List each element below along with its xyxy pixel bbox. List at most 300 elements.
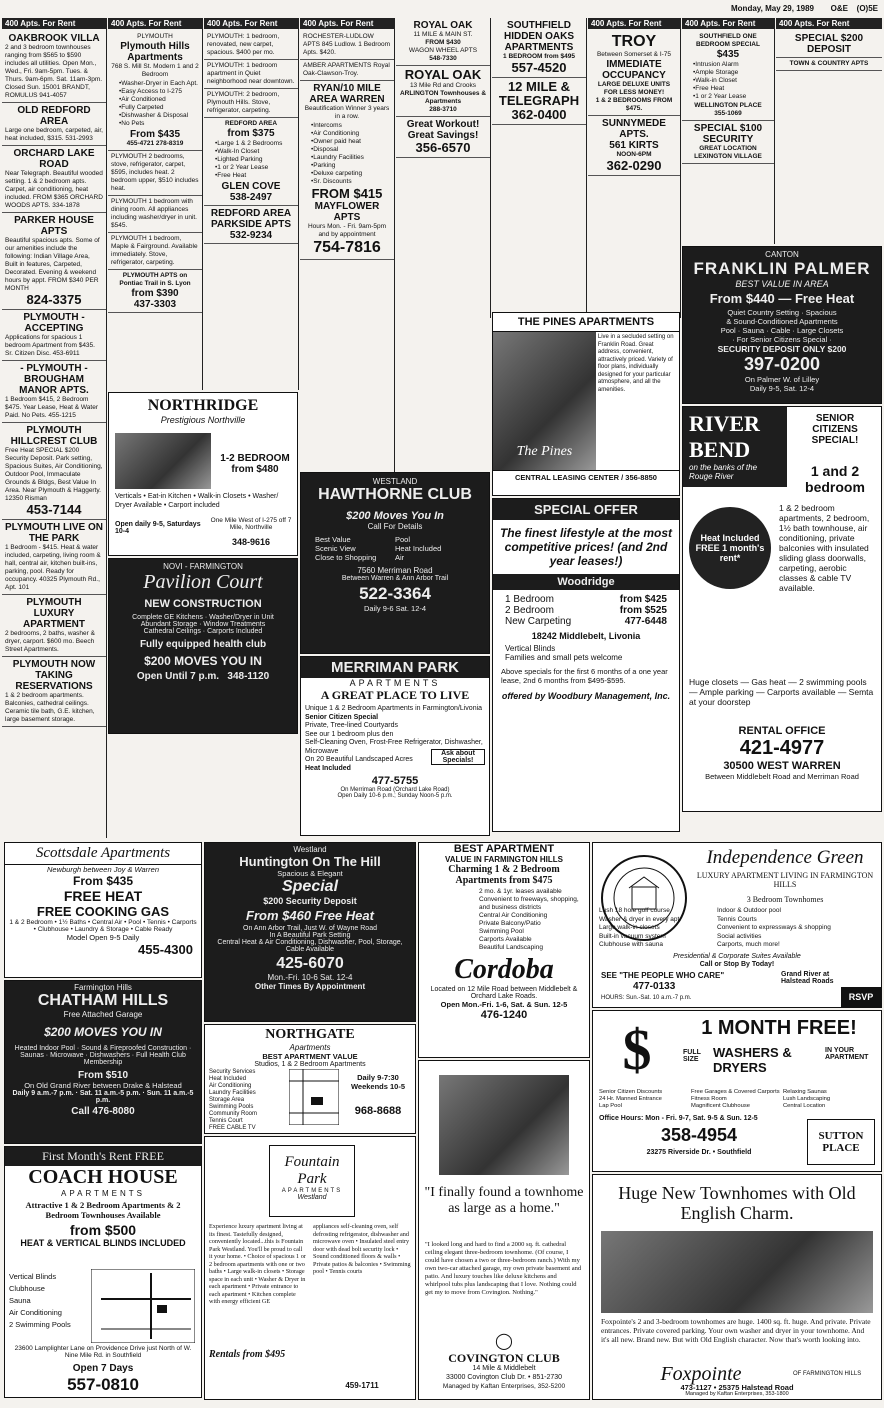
ad-sub: 11 MILE & MAIN ST. <box>413 31 473 38</box>
small-ad: PLYMOUTH 2 bedrooms, stove, refrigerator, carpet, $595, includes heat. 2 bedroom upper, $510 includes heat. <box>108 151 202 196</box>
chatham-hills-ad <box>4 980 202 1144</box>
rental-office <box>683 725 881 781</box>
ad-feature: Cathedral Ceilings · Carports Included <box>143 628 263 635</box>
ad-hours: Open Mon.-Fri. 1-6, Sat. & Sun. 12-5 <box>440 1000 568 1009</box>
feature: See our 1 bedroom plus den <box>305 730 394 738</box>
ad-title: SPECIAL $100 SECURITY <box>693 123 763 145</box>
ad-name: PLYMOUTH APTS on Pontiac Trail in S. Lyon <box>119 272 191 287</box>
feature: Vertical Blinds <box>505 644 556 653</box>
ad-phone: 355-1069 <box>714 110 742 117</box>
river-bend-ad <box>682 406 882 812</box>
ad-address: On Ann Arbor Trail, Just W. of Wayne Road <box>243 925 377 932</box>
feature: Private Balcony/Patio <box>479 920 541 927</box>
feature: Central Air Conditioning <box>479 912 548 919</box>
column-9 <box>776 18 882 244</box>
unit-type: 2 Bedroom <box>505 605 554 616</box>
feature: Unique 1 & 2 Bedroom Apartments in Farmington/Livonia <box>305 705 483 712</box>
ad-price: 1-2 BEDROOM from $480 <box>220 453 290 475</box>
lexington-ad <box>682 121 774 164</box>
feature: • Parking <box>311 162 391 170</box>
classified-ad <box>2 361 106 423</box>
feature: Washer & dryer in every apt. <box>599 915 682 923</box>
feature: Clubhouse with sauna <box>599 941 663 948</box>
small-ad: PLYMOUTH: 1 bedroom apartment in Quiet neighborhood near downtown. <box>204 60 298 89</box>
feature-list <box>215 140 295 180</box>
ad-phone: 557-4520 <box>511 60 567 75</box>
ad-move-in: $200 Moves You In <box>346 510 444 522</box>
feature: Tennis Court <box>209 1118 243 1124</box>
feature: Lush 18 hole golf course <box>599 907 670 914</box>
ad-studio: Studios, 1 & 2 Bedroom Apartments <box>254 1061 366 1068</box>
bedroom-count: 1 and 2 bedroom <box>805 463 865 495</box>
ad-price: $435 <box>716 49 740 60</box>
feature-list <box>311 122 391 186</box>
ad-feature: Complete GE Kitchens · Washer/Dryer in Unit <box>132 614 274 621</box>
ad-phone: 548-7330 <box>429 55 457 62</box>
pines-photo-caption: The Pines <box>516 444 573 459</box>
pines-photo <box>493 332 596 470</box>
feature: Self-Cleaning Oven, Frost-Free Refrigerator, Dishwasher, Microwave <box>305 739 483 755</box>
ad-name: Scottsdale Apartments <box>5 843 201 865</box>
ad-model: Model Open 9-5 Daily <box>66 933 140 942</box>
feature: Pool <box>395 535 411 544</box>
ad-sub: 13 Mile Rd and Crooks <box>409 82 477 89</box>
ad-phone: 824-3375 <box>26 292 82 307</box>
ad-full: FULL SIZE <box>683 1049 701 1063</box>
ad-name: NORTHRIDGE <box>147 397 259 414</box>
ad-price: From $435 <box>72 874 134 888</box>
ad-feature: & Sound-Conditioned Apartments <box>726 317 838 326</box>
ad-charm: Charming 1 & 2 Bedroom <box>448 864 560 875</box>
ad-price: from $500 <box>69 1222 137 1238</box>
ad-body: appliances self-cleaning oven, self defrosting refrigerator, dishwasher and microwave oven • Insulated steel entry door with dead bolt security lock • Sound conditioned floors & walls • Private patios & balconies • Swimming pool • Tennis courts <box>313 1223 411 1275</box>
column-header: 400 Apts. For Rent <box>682 18 774 29</box>
feature-list <box>693 61 771 101</box>
masthead <box>0 0 884 16</box>
feature-list <box>209 1069 285 1132</box>
feature: Vertical Blinds <box>9 1272 57 1281</box>
ad-phone: 362-0400 <box>511 107 567 122</box>
scottsdale-ad <box>4 842 202 978</box>
ad-name: PARKSIDE APTS <box>210 219 291 230</box>
ad-body: 1 Bedroom $415, 2 Bedroom $475. Year Lease, Heat & Water Paid. No Pets. 455-1215 <box>5 396 98 419</box>
ad-phone: 968-8688 <box>354 1105 402 1117</box>
ad-price: Apartments from $475 <box>455 875 553 886</box>
ad-hours: Daily 9 a.m.-7 p.m. · Sat. 11 a.m.-5 p.m. · Sun. 11 a.m.-5 p.m. <box>12 1090 194 1104</box>
ad-free-gas: FREE COOKING GAS <box>36 904 170 919</box>
ad-name: SUNNYMEDE APTS. <box>602 118 666 140</box>
ad-in-apartment: IN YOUR APARTMENT <box>825 1047 869 1061</box>
plymouth-hills-ad <box>108 31 202 151</box>
ad-price: FROM $430 <box>425 39 461 46</box>
feature-list <box>419 886 589 954</box>
foxpointe-ad <box>592 1174 882 1400</box>
ad-location: One Mile West of I-275 off 7 Mile, Northville <box>210 517 292 531</box>
ad-feature: Quiet Country Setting · Spacious <box>727 308 837 317</box>
ad-body: "I looked long and hard to find a 2000 sq. ft. cathedral ceiling elegant three-bedroom townhome. (Of course, I could have chosen a two or three-bedroom ranch.) With my own two-car attached garage, my own private basement and patio. And luxury touches like deluxe kitchens and whirlpool tubs plus landscaping that I love. Nothing could get my to move from Covington. Nothing." <box>425 1241 582 1296</box>
ad-phone: Call 476-8080 <box>71 1106 135 1117</box>
column-3 <box>204 18 299 390</box>
ad-phone: 348-9616 <box>231 537 271 547</box>
feature: Carport included <box>168 501 220 509</box>
covington-photo <box>439 1075 569 1175</box>
ad-body: Live in a secluded setting on Franklin Road. Great address, convenient, attractively priced. Variety of floor plans, individually designed for your particular atmosphere, and all the amenities. <box>597 334 674 393</box>
feature: • Air Conditioned <box>119 96 199 104</box>
feature: • No Pets <box>119 120 199 128</box>
ad-body: Above specials for the first 6 months of a one year lease, 2nd 6 months from $495-$595. <box>501 667 668 685</box>
ad-sub: on the banks of the Rouge River <box>689 463 758 481</box>
feature: Carports Available <box>479 936 532 943</box>
column-8 <box>682 18 775 244</box>
ad-price: 1 & 2 BEDROOMS FROM $475. <box>595 97 673 112</box>
ad-hours: Hours Mon. - Fri. 9am-5pm and by appointment <box>307 223 387 238</box>
feature: Walk-in Closets <box>197 493 247 500</box>
ad-area: Farmington Hills <box>74 983 132 992</box>
ad-address: 30500 WEST WARREN <box>723 760 841 772</box>
feature: Heat Included <box>305 764 351 772</box>
ad-tagline: A GREAT PLACE TO LIVE <box>320 688 470 702</box>
column-7 <box>588 18 681 318</box>
ad-hours: Mon.-Fri. 10-6 Sat. 12-4 <box>267 973 353 982</box>
ad-body: Foxpointe's 2 and 3-bedroom townhomes are huge. 1400 sq. ft. huge. And private. Private entrances. Private covered parking. Your own washer and dryer in your townhome. And it's all new. Brand new. But with Old English character. Now that's worth looking into. <box>601 1317 871 1344</box>
ad-sub: Spacious & Elegant <box>277 869 343 878</box>
classified-ad <box>2 423 106 520</box>
feature: • Ample Storage <box>693 69 771 77</box>
feature: Clubhouse <box>9 1284 45 1293</box>
feature: Large walk-in closets <box>599 924 660 931</box>
unit-type: 1 Bedroom <box>505 594 554 605</box>
ad-free-heat: FREE HEAT <box>63 888 143 904</box>
ad-name: Woodridge <box>493 574 679 590</box>
twelve-mile-ad <box>492 78 586 125</box>
ad-title: OAKBROOK VILLA <box>8 33 100 44</box>
ad-phone: 455-4721 278-8319 <box>126 140 184 147</box>
classified-ad <box>2 31 106 103</box>
ad-body: 2 and 3 bedroom townhouses ranging from $565 to $590 includes all utilities. Open Mon., Wed., Fri. 9am-5pm. Tues. & Thurs. 9am-6pm. Sat. 11am-3pm. Closed Sun. 15001 BRANDT, ROMULUS 941-4057 <box>5 44 103 99</box>
ad-office: RENTAL OFFICE <box>738 725 826 737</box>
ad-location: PLYMOUTH <box>137 33 173 40</box>
ad-hours: Daily 9-7:30 Weekends 10-5 <box>350 1073 406 1091</box>
classified-ad <box>2 103 106 146</box>
ad-list <box>2 31 106 727</box>
ad-name: MERRIMAN PARK <box>301 657 489 678</box>
huntington-ad <box>204 842 416 1022</box>
feature: Magnificent Clubhouse <box>691 1103 750 1109</box>
feature-list <box>599 907 713 950</box>
ad-deposit: SECURITY DEPOSIT ONLY $200 <box>717 344 847 354</box>
ad-people: SEE "THE PEOPLE WHO CARE" <box>601 971 725 980</box>
ad-location: 14 Mile & Middlebelt <box>472 1365 536 1372</box>
ad-title: Great Workout! Great Savings! <box>406 119 480 141</box>
the-pines-ad <box>492 312 680 496</box>
ad-title: PLYMOUTH LIVE ON THE PARK <box>5 522 103 544</box>
ad-occupancy: IMMEDIATE OCCUPANCY <box>602 59 666 81</box>
ad-hours: Open daily 9-5, Saturdays 10-4 <box>115 521 201 535</box>
ad-name: Plymouth Hills Apartments <box>120 41 190 63</box>
ad-hours: HOURS: Sun.-Sat. 10 a.m.-7 p.m. <box>601 995 692 1001</box>
fountain-park-logo <box>269 1145 355 1217</box>
merriman-park-ad <box>300 656 490 836</box>
ad-quote: "I finally found a townhome as large as a home." <box>424 1185 584 1216</box>
small-ad: PLYMOUTH: 1 bedroom, renovated, new carpet, spacious. $400 per mo. <box>204 31 298 60</box>
classified-ad <box>2 310 106 361</box>
column-header: 400 Apts. For Rent <box>204 18 298 29</box>
ad-move-in: $200 MOVES YOU IN <box>44 1025 162 1039</box>
feature: Best Value <box>315 535 351 544</box>
covington-club-ad <box>418 1060 590 1400</box>
ad-name: WAGON WHEEL APTS <box>408 47 478 54</box>
unit-type: New Carpeting <box>505 616 572 627</box>
feature: • Disposal <box>311 146 391 154</box>
feature: Free Garages & Covered Carports <box>691 1089 780 1095</box>
column-2 <box>108 18 203 390</box>
ad-body: Experience luxury apartment living at its finest. Tastefully designed, conveniently located...this is Fountain Park Westland. You'll be proud to call it your home. • Choice of spacious 1 or 2 bedroom apartments with one or two baths • Large walk-in closets • Storage space in each unit • Washer & Dryer in each apartment • Private entrance to each apartment • Kitchen complete with energy efficient GE <box>209 1223 306 1305</box>
ad-title: SPECIAL OFFER <box>493 499 679 520</box>
ad-sub: Prestigious Northville <box>160 415 246 425</box>
ad-title: PLYMOUTH LUXURY APARTMENT <box>22 597 86 630</box>
ad-area: RYAN/10 MILE AREA WARREN <box>309 83 385 105</box>
ad-name: GLEN COVE <box>221 181 281 192</box>
ad-name: LEXINGTON VILLAGE <box>694 153 762 160</box>
feature: Families and small pets welcome <box>505 653 623 662</box>
ad-tagline: BEST VALUE IN AREA <box>735 279 829 289</box>
page-number: (O)5E <box>856 4 878 13</box>
ad-phone: 348-1120 <box>227 671 270 682</box>
column-1 <box>2 18 107 838</box>
feature: • Owner paid heat <box>311 138 391 146</box>
column-6 <box>492 18 587 318</box>
feature: Swimming Pool <box>479 928 524 935</box>
arlington-ad <box>396 66 490 117</box>
ad-feature: Abundant Storage · Window Treatments <box>140 621 266 628</box>
ad-price: From $510 <box>77 1070 129 1081</box>
ad-suites: Presidential & Corporate Suites Available <box>673 953 801 960</box>
ad-offered-by: offered by Woodbury Management, Inc. <box>501 691 671 701</box>
ad-name: Cordoba <box>454 954 554 985</box>
feature: Lush Landscaping <box>783 1096 831 1102</box>
ad-tagline: The finest lifestyle at the most competitive prices! (and 2nd year leases!) <box>499 526 673 568</box>
ad-area: REDFORD AREA <box>210 208 292 219</box>
feature: Dryer Available <box>115 501 162 509</box>
ad-sub: LUXURY APARTMENT LIVING IN FARMINGTON HILLS <box>696 871 874 889</box>
ad-phone: 538-2497 <box>229 192 273 203</box>
heat-included-badge: Heat Included FREE 1 month's rent* <box>689 507 771 589</box>
feature: Washer/ <box>252 493 279 500</box>
ad-name: COACH HOUSE <box>28 1166 178 1188</box>
ad-hours: Daily 9-6 Sat. 12-4 <box>363 604 427 613</box>
feature: 24 Hr. Manned Entrance <box>599 1096 662 1102</box>
ad-of: OF FARMINGTON HILLS <box>793 1371 862 1377</box>
ad-location: Newburgh between Joy & Warren <box>46 865 159 874</box>
feature: • Intercoms <box>311 122 391 130</box>
feature: Convenient to expressways & shopping <box>717 924 831 931</box>
ad-phone: 459-1711 <box>345 1381 379 1390</box>
ad-price: 1 BEDROOM from $495 <box>503 53 575 60</box>
ad-area: NOVI - FARMINGTON <box>163 562 243 571</box>
foxpointe-photo <box>601 1231 873 1313</box>
feature: Heat Included <box>395 544 442 553</box>
ad-features: 1 & 2 Bedroom • 1½ Baths • Central Air • Pool • Tennis • Carports • Clubhouse • Laundry & Storage • Cable Ready <box>9 919 197 933</box>
feature: • Free Heat <box>215 172 295 180</box>
ad-name: SOUTHFIELD HIDDEN OAKS APARTMENTS <box>503 20 574 53</box>
ad-sub: Beautification Winner 3 years in a row. <box>304 105 390 120</box>
feature: Lap Pool <box>599 1103 622 1109</box>
ad-attractive: Attractive 1 & 2 Bedroom Apartments & 2 Bedroom Townhouses Available <box>25 1200 181 1220</box>
ad-phone: 477-0133 <box>633 981 676 992</box>
feature: Private, Tree-lined Courtyards <box>305 722 398 729</box>
ad-title: Huge New Townhomes with Old English Charm. <box>618 1183 856 1223</box>
ad-washers: WASHERS & DRYERS <box>713 1045 792 1075</box>
ad-title: 1 MONTH FREE! <box>701 1017 857 1039</box>
wellington-ad <box>682 31 774 121</box>
unit-price: 477-6448 <box>624 616 667 627</box>
northgate-map <box>289 1069 339 1125</box>
ad-title: PLYMOUTH - ACCEPTING <box>23 312 85 334</box>
feature: Carports, much more! <box>717 941 780 948</box>
ad-area: WESTLAND <box>372 477 418 486</box>
feature: Social activities <box>717 932 762 940</box>
ad-phone: 397-0200 <box>743 354 821 374</box>
ad-move-in: $200 MOVES YOU IN <box>144 654 262 668</box>
feature: Beautiful Landscaping <box>479 944 543 951</box>
ad-name: MAYFLOWER APTS <box>314 201 380 223</box>
troy-ad <box>588 31 680 116</box>
ad-phone: 477-5755 <box>371 775 419 787</box>
ad-phone: 421-4977 <box>739 737 825 759</box>
ad-price: from $375 <box>227 128 275 139</box>
feature: 2 mo. & 1yr. leases available <box>479 888 562 895</box>
ad-hours: Daily 9-5, Sat. 12-4 <box>749 384 815 393</box>
ad-heat: HEAT & VERTICAL BLINDS INCLUDED <box>20 1238 186 1248</box>
ad-features: Central Heat & Air Conditioning, Dishwasher, Pool, Storage, Cable Available <box>217 939 403 953</box>
feature: 2 Swimming Pools <box>9 1320 71 1329</box>
parkside-ad <box>204 206 298 244</box>
feature: Security Services <box>209 1069 256 1075</box>
ad-title: PARKER HOUSE APTS <box>14 215 94 237</box>
sutton-place-ad <box>592 1010 882 1172</box>
feature: Swimming Pools <box>209 1104 254 1110</box>
feature: Eat-in Kitchen <box>147 493 192 500</box>
ad-name: ARLINGTON Townhouses & Apartments <box>399 90 487 105</box>
ad-open: Open Until 7 p.m. <box>136 671 220 682</box>
ad-name: RIVER BEND <box>689 411 760 462</box>
classified-ad <box>2 595 106 657</box>
ad-name: Foxpointe <box>660 1363 742 1385</box>
ad-area: ROYAL OAK <box>413 20 473 31</box>
coach-house-map <box>91 1269 195 1343</box>
small-ad: PLYMOUTH: 2 bedroom, Plymouth Hills. Stove, refrigerator, carpeting. <box>204 89 298 118</box>
ad-area: TROY <box>611 33 657 50</box>
ad-best: BEST APARTMENT <box>453 843 555 855</box>
feature: • Lighted Parking <box>215 156 295 164</box>
ad-garage: Free Attached Garage <box>63 1010 143 1019</box>
ad-area: CANTON <box>765 250 799 259</box>
rsvp-badge: RSVP <box>841 987 881 1007</box>
ad-phone: 455-4300 <box>138 942 193 957</box>
feature: Convenient to freeways, shopping, and business districts <box>479 896 579 911</box>
classified-ad <box>2 146 106 213</box>
ad-name: CHATHAM HILLS <box>37 992 169 1009</box>
issue-date: Monday, May 29, 1989 <box>731 4 814 13</box>
ad-feature: · For Senior Citizens Special · <box>732 335 832 344</box>
ad-manager: Managed by Kaftan Enterprises, 353-1800 <box>685 1391 789 1397</box>
ad-name: FRANKLIN PALMER <box>693 259 871 278</box>
feature: • Free Heat <box>693 85 771 93</box>
ad-sub: Between Somerset & I-75 <box>596 51 672 58</box>
ad-phone: 362-0290 <box>606 158 662 173</box>
ad-name: WELLINGTON PLACE <box>694 102 762 109</box>
ad-location: GREAT LOCATION <box>699 145 757 152</box>
small-ad: ROCHESTER-LUDLOW APTS 845 Ludlow. 1 Bedroom Apts. $420. <box>300 31 394 60</box>
ad-body: Near Telegraph. Beautiful wooded setting. 1 & 2 bedroom apts. Carpet, air conditioning, heat included. FROM $365 ORCHARD WOODS APTS. 334-1878 <box>5 170 103 209</box>
ad-phone: 425-6070 <box>276 955 344 972</box>
feature: • Deluxe carpeting <box>311 170 391 178</box>
ad-phone: 754-7816 <box>313 239 381 256</box>
ad-free-rent: First Month's Rent FREE <box>5 1147 201 1166</box>
feature: Sauna <box>9 1296 31 1305</box>
ad-name: Independence Green <box>706 847 864 868</box>
feature: Fitness Room <box>691 1096 727 1102</box>
ad-body: Applications for spacious 1 bedroom Apartment from $435. Sr. Citizen Disc. 453-6911 <box>5 334 95 357</box>
ad-phone: 473-1127 • 25375 Halstead Road <box>680 1383 794 1392</box>
ad-phone: 532-9234 <box>229 230 273 241</box>
price-row <box>505 605 667 616</box>
feature: Storage Area <box>209 1097 245 1103</box>
feature: • Sr. Discounts <box>311 178 391 186</box>
feature: Laundry Facilities <box>209 1090 256 1096</box>
feature: Senior Citizen Special <box>305 713 379 721</box>
pontiac-trail-ad <box>108 270 202 313</box>
feature: Air Conditioning <box>209 1083 252 1089</box>
town-country-ad <box>776 58 882 71</box>
feature: Heat Included <box>209 1076 247 1082</box>
feature: • Large 1 & 2 Bedrooms <box>215 140 295 148</box>
feature: • 1 or 2 Year Lease <box>215 164 295 172</box>
ad-price: from $390 <box>131 288 179 299</box>
northridge-ad <box>108 392 298 556</box>
ad-amenities: Huge closets — Gas heat — 2 swimming pools — Ample parking — Carports available — Semta at your doorstep <box>689 677 874 707</box>
ad-area: ROYAL OAK <box>404 67 482 82</box>
ad-deposit: $200 Security Deposit <box>263 896 357 906</box>
senior-special: SENIOR CITIZENS SPECIAL! <box>811 413 859 446</box>
hawthorne-club-ad <box>300 472 490 654</box>
ad-call: Call For Details <box>367 522 423 531</box>
ad-hours: NOON-6PM <box>616 151 652 158</box>
ad-body: Beautiful spacious apts. Some of our amenities include the following: Indian Village Area, Built in features, Carpeted, Decorated. Evening & weekend hours by appt. FROM $340 PER MONTH <box>5 237 100 292</box>
ad-body: Free Heat SPECIAL $200 Security Deposit. Park setting, Spacious Suites, Air Conditioning, Outdoor Pool, Immaculate Grounds & Bldgs, Best Value In Area. Near Plymouth & Haggerty. 12350 Risman <box>5 447 103 502</box>
feature: Indoor & Outdoor pool <box>717 907 781 914</box>
ad-address: 23600 Lamplighter Lane on Providence Drive just North of W. Nine Mile Rd. in Southfield <box>14 1345 192 1359</box>
ad-title: SPECIAL $200 DEPOSIT <box>794 33 864 55</box>
ad-title: ORCHARD LAKE ROAD <box>13 148 95 170</box>
ad-address: 18242 Middlebelt, Livonia <box>531 631 641 641</box>
woodridge-ad <box>492 498 680 832</box>
ad-call: Call or Stop By Today! <box>699 961 775 968</box>
feature-grid <box>301 531 489 566</box>
feature: Senior Citizen Discounts <box>599 1089 663 1095</box>
feature: FREE CABLE TV <box>209 1125 256 1131</box>
ad-name: COVINGTON CLUB <box>448 1351 560 1365</box>
ad-body: 1 Bedroom - $415. Heat & water included, carpeting, living room & hall, central air, kitchen built-ins, parking, pool. Ready for occupancy. 40325 Plymouth Rd., Apt. 101 <box>5 544 101 591</box>
classified-ad <box>2 657 106 727</box>
ad-name: Fountain Park <box>284 1154 340 1187</box>
covington-emblem-icon: ◯ <box>495 1333 513 1350</box>
ad-price: From $460 Free Heat <box>246 908 374 923</box>
ad-title: PLYMOUTH HILLCREST CLUB <box>10 425 98 447</box>
independence-green-ad <box>592 842 882 1008</box>
pavilion-court-ad <box>108 558 298 734</box>
hidden-oaks-ad <box>492 18 586 78</box>
